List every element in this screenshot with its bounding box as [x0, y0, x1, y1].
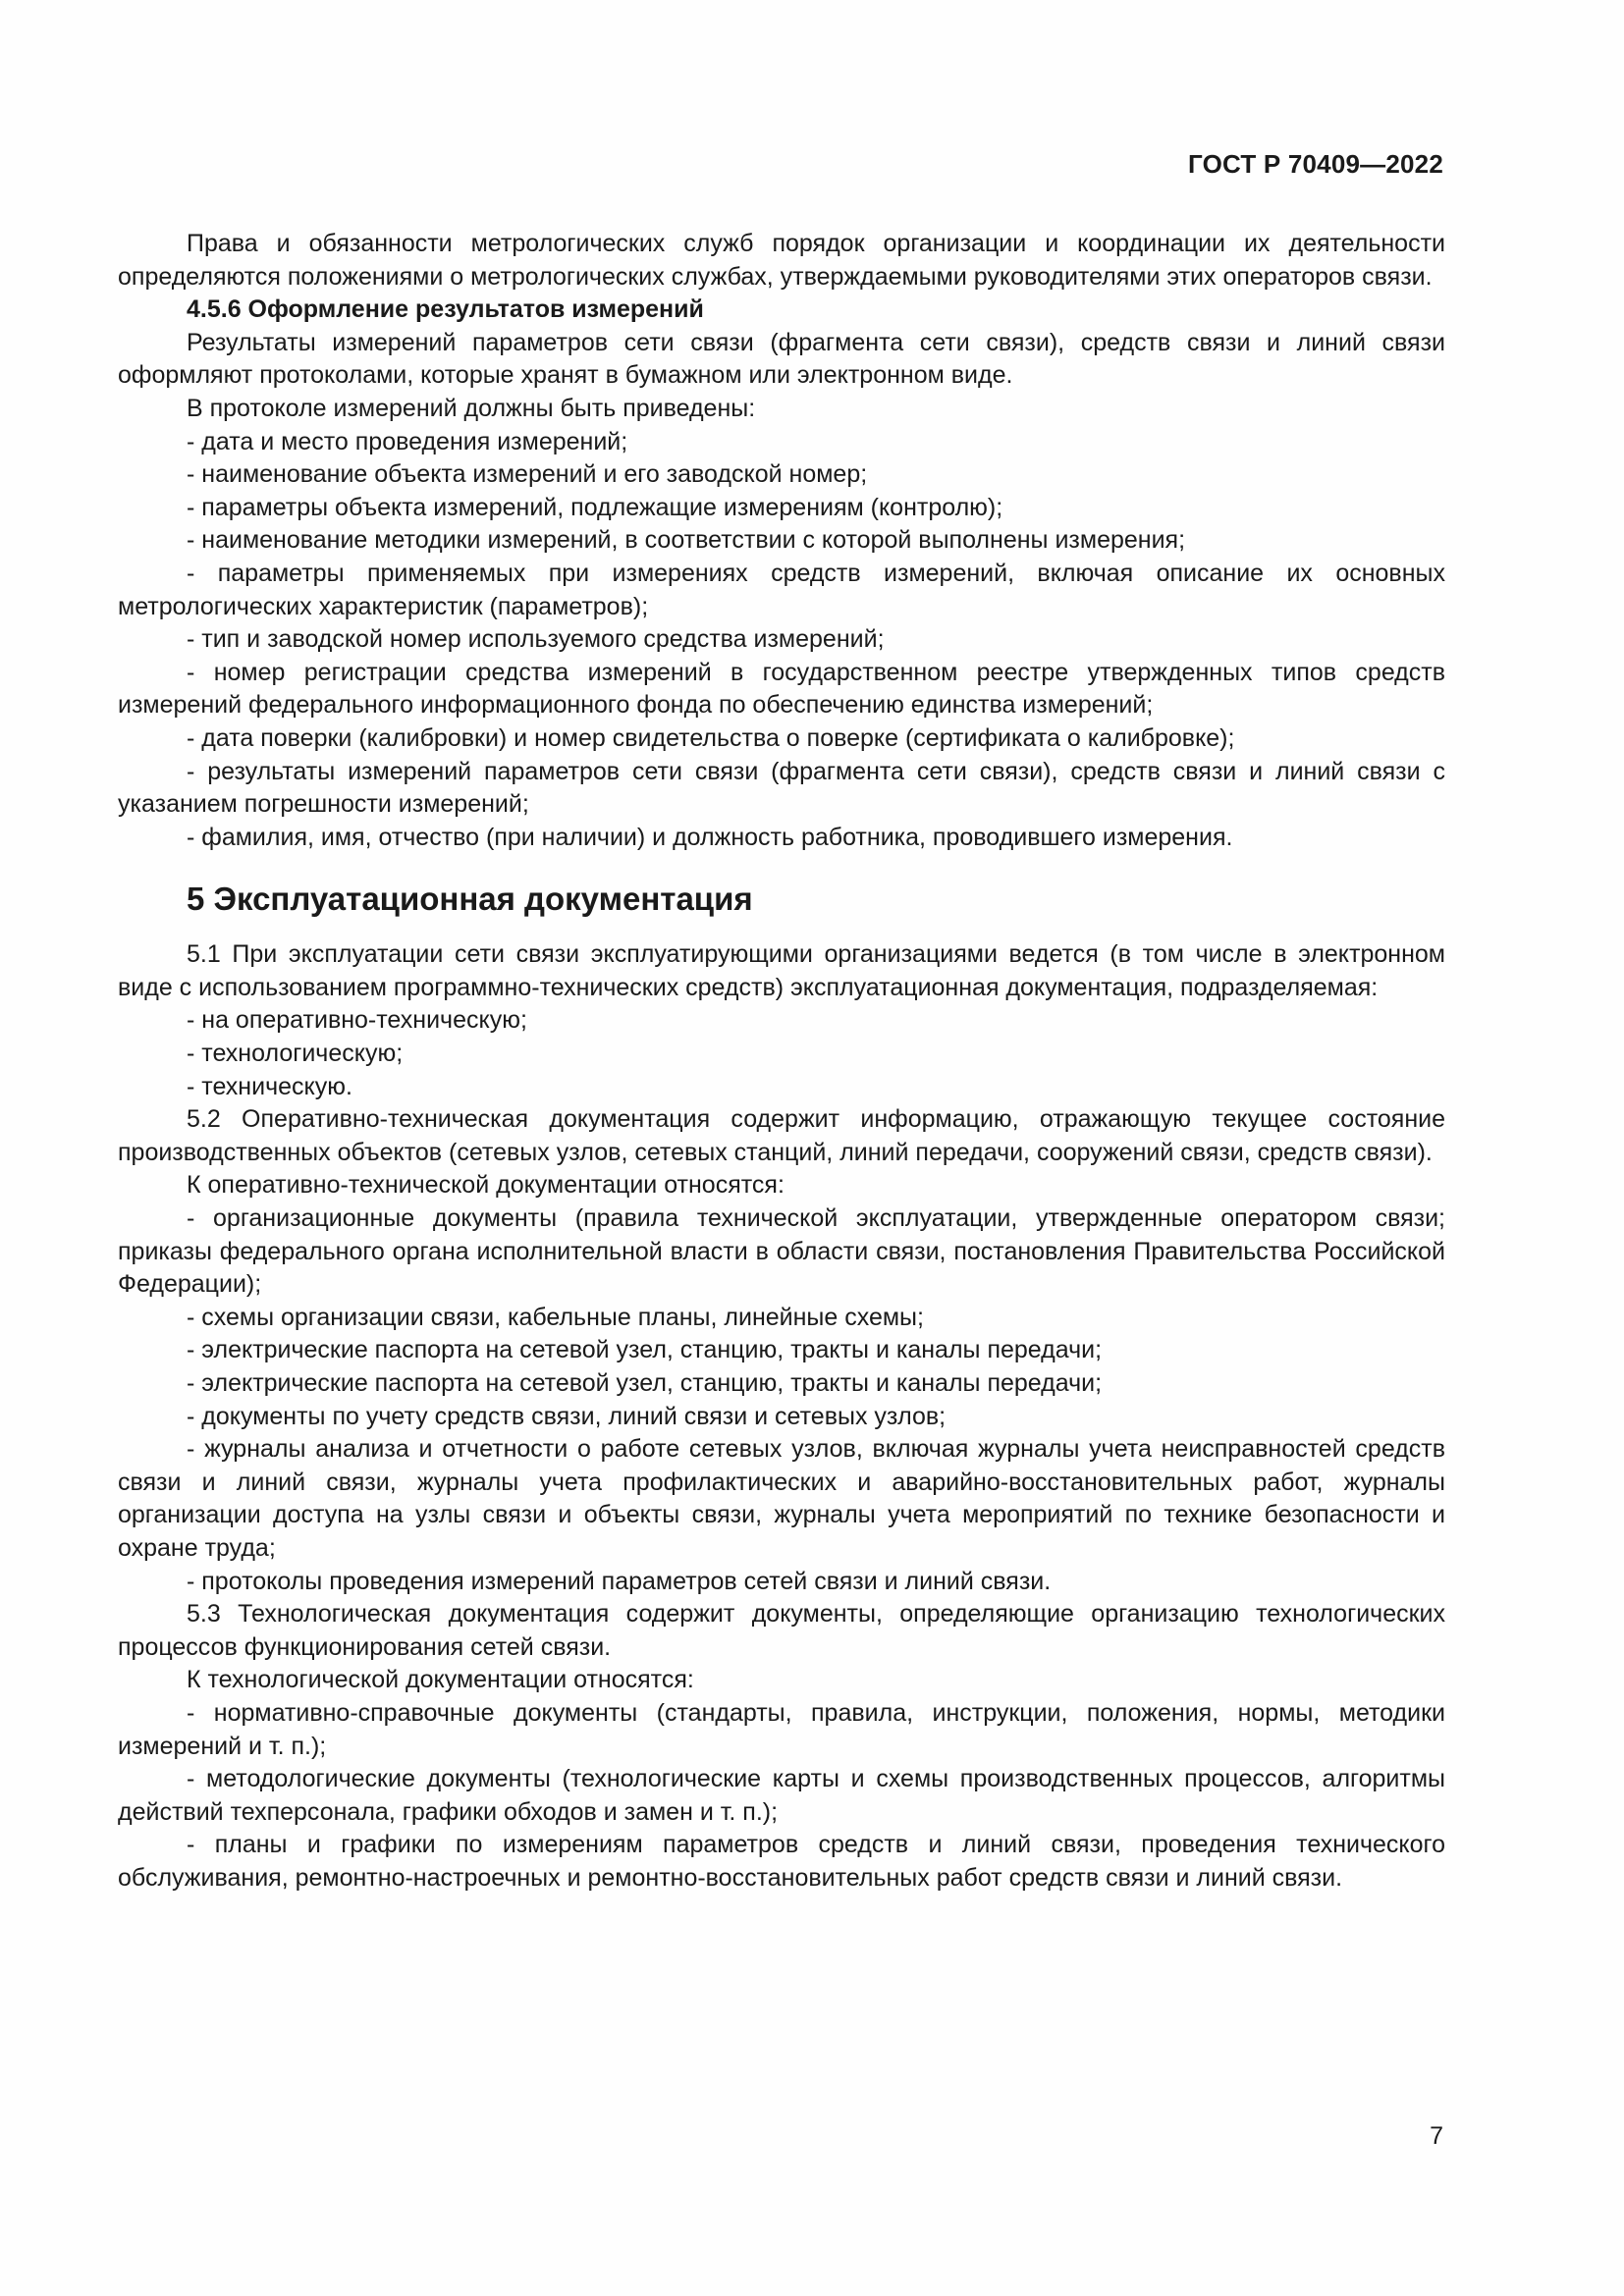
section-heading: 5 Эксплуатационная документация	[187, 881, 753, 918]
subsection-heading: 4.5.6 Оформление результатов измерений	[187, 295, 704, 324]
list-item: - тип и заводской номер используемого средства измерений;	[187, 625, 885, 654]
list-item: - фамилия, имя, отчество (при наличии) и должность работника, проводившего измерения.	[187, 823, 1233, 851]
list-item: - наименование методики измерений, в соответствии с которой выполнены измерения;	[187, 526, 1186, 555]
list-item: - схемы организации связи, кабельные планы, линейные схемы;	[187, 1303, 924, 1331]
list-item: - журналы анализа и отчетности о работе сетевых узлов, включая журналы учета неисправностей средств связи и линий связи, журналы учета профилактических и аварийно-восстановительных работ, журналы организации доступа на узлы связи и объекты связи, журналы учета мероприятий по технике безопасности и охране труда;	[118, 1435, 1445, 1562]
list-item: - организационные документы (правила технической эксплуатации, утвержденные оператором связи; приказы федерального органа исполнительной власти в области связи, постановления Правительства Российской Федерации);	[118, 1204, 1445, 1299]
document-header-id: ГОСТ Р 70409—2022	[1188, 149, 1443, 179]
list-item: - наименование объекта измерений и его заводской номер;	[187, 460, 868, 489]
paragraph: Результаты измерений параметров сети связи (фрагмента сети связи), средств связи и линий связи оформляют протоколами, которые хранят в бумажном или электронном виде.	[118, 328, 1445, 390]
list-item: - электрические паспорта на сетевой узел, станцию, тракты и каналы передачи;	[187, 1336, 1103, 1364]
list-item: - на оперативно-техническую;	[187, 1006, 527, 1035]
paragraph: 5.3 Технологическая документация содержит документы, определяющие организацию технологических процессов функционирования сетей связи.	[118, 1600, 1445, 1661]
list-item: - документы по учету средств связи, линий связи и сетевых узлов;	[187, 1402, 947, 1430]
paragraph: К технологической документации относятся:	[187, 1666, 694, 1694]
list-item: - электрические паспорта на сетевой узел, станцию, тракты и каналы передачи;	[187, 1369, 1103, 1397]
list-item: - результаты измерений параметров сети связи (фрагмента сети связи), средств связи и линий связи с указанием погрешности измерений;	[118, 757, 1445, 819]
list-item: - методологические документы (технологические карты и схемы производственных процессов, алгоритмы действий техперсонала, графики обходов и замен и т. п.);	[118, 1765, 1445, 1826]
list-item: - планы и графики по измерениям параметров средств и линий связи, проведения технического обслуживания, ремонтно-настроечных и ремонтно-восстановительных работ средств связи и линий связи.	[118, 1831, 1445, 1892]
list-item: - технологическую;	[187, 1040, 404, 1068]
list-item: - параметры применяемых при измерениях средств измерений, включая описание их основных метрологических характеристик (параметров);	[118, 559, 1445, 620]
list-item: - номер регистрации средства измерений в государственном реестре утвержденных типов средств измерений федерального информационного фонда по обеспечению единства измерений;	[118, 658, 1445, 720]
list-item: - дата поверки (калибровки) и номер свидетельства о поверке (сертификата о калибровке);	[187, 723, 1235, 752]
list-item: - параметры объекта измерений, подлежащие измерениям (контролю);	[187, 493, 1003, 521]
list-item: - дата и место проведения измерений;	[187, 427, 628, 455]
page-number: 7	[1430, 2122, 1443, 2150]
list-item: - протоколы проведения измерений параметров сетей связи и линий связи.	[187, 1567, 1052, 1595]
list-item: - техническую.	[187, 1072, 352, 1100]
paragraph: К оперативно-технической документации относятся:	[187, 1171, 785, 1200]
list-item: - нормативно-справочные документы (стандарты, правила, инструкции, положения, нормы, методики измерений и т. п.);	[118, 1698, 1445, 1760]
paragraph: В протоколе измерений должны быть приведены:	[187, 394, 756, 422]
document-body	[118, 228, 1445, 1896]
paragraph: 5.2 Оперативно-техническая документация содержит информацию, отражающую текущее состояние производственных объектов (сетевых узлов, сетевых станций, линий передачи, сооружений связи, средств связи).	[118, 1105, 1445, 1166]
paragraph: 5.1 При эксплуатации сети связи эксплуатирующими организациями ведется (в том числе в электронном виде с использованием программно-технических средств) эксплуатационная документация, подразделяемая:	[118, 940, 1445, 1001]
paragraph: Права и обязанности метрологических служб порядок организации и координации их деятельности определяются положениями о метрологических службах, утверждаемыми руководителями этих операторов связи.	[118, 230, 1445, 291]
